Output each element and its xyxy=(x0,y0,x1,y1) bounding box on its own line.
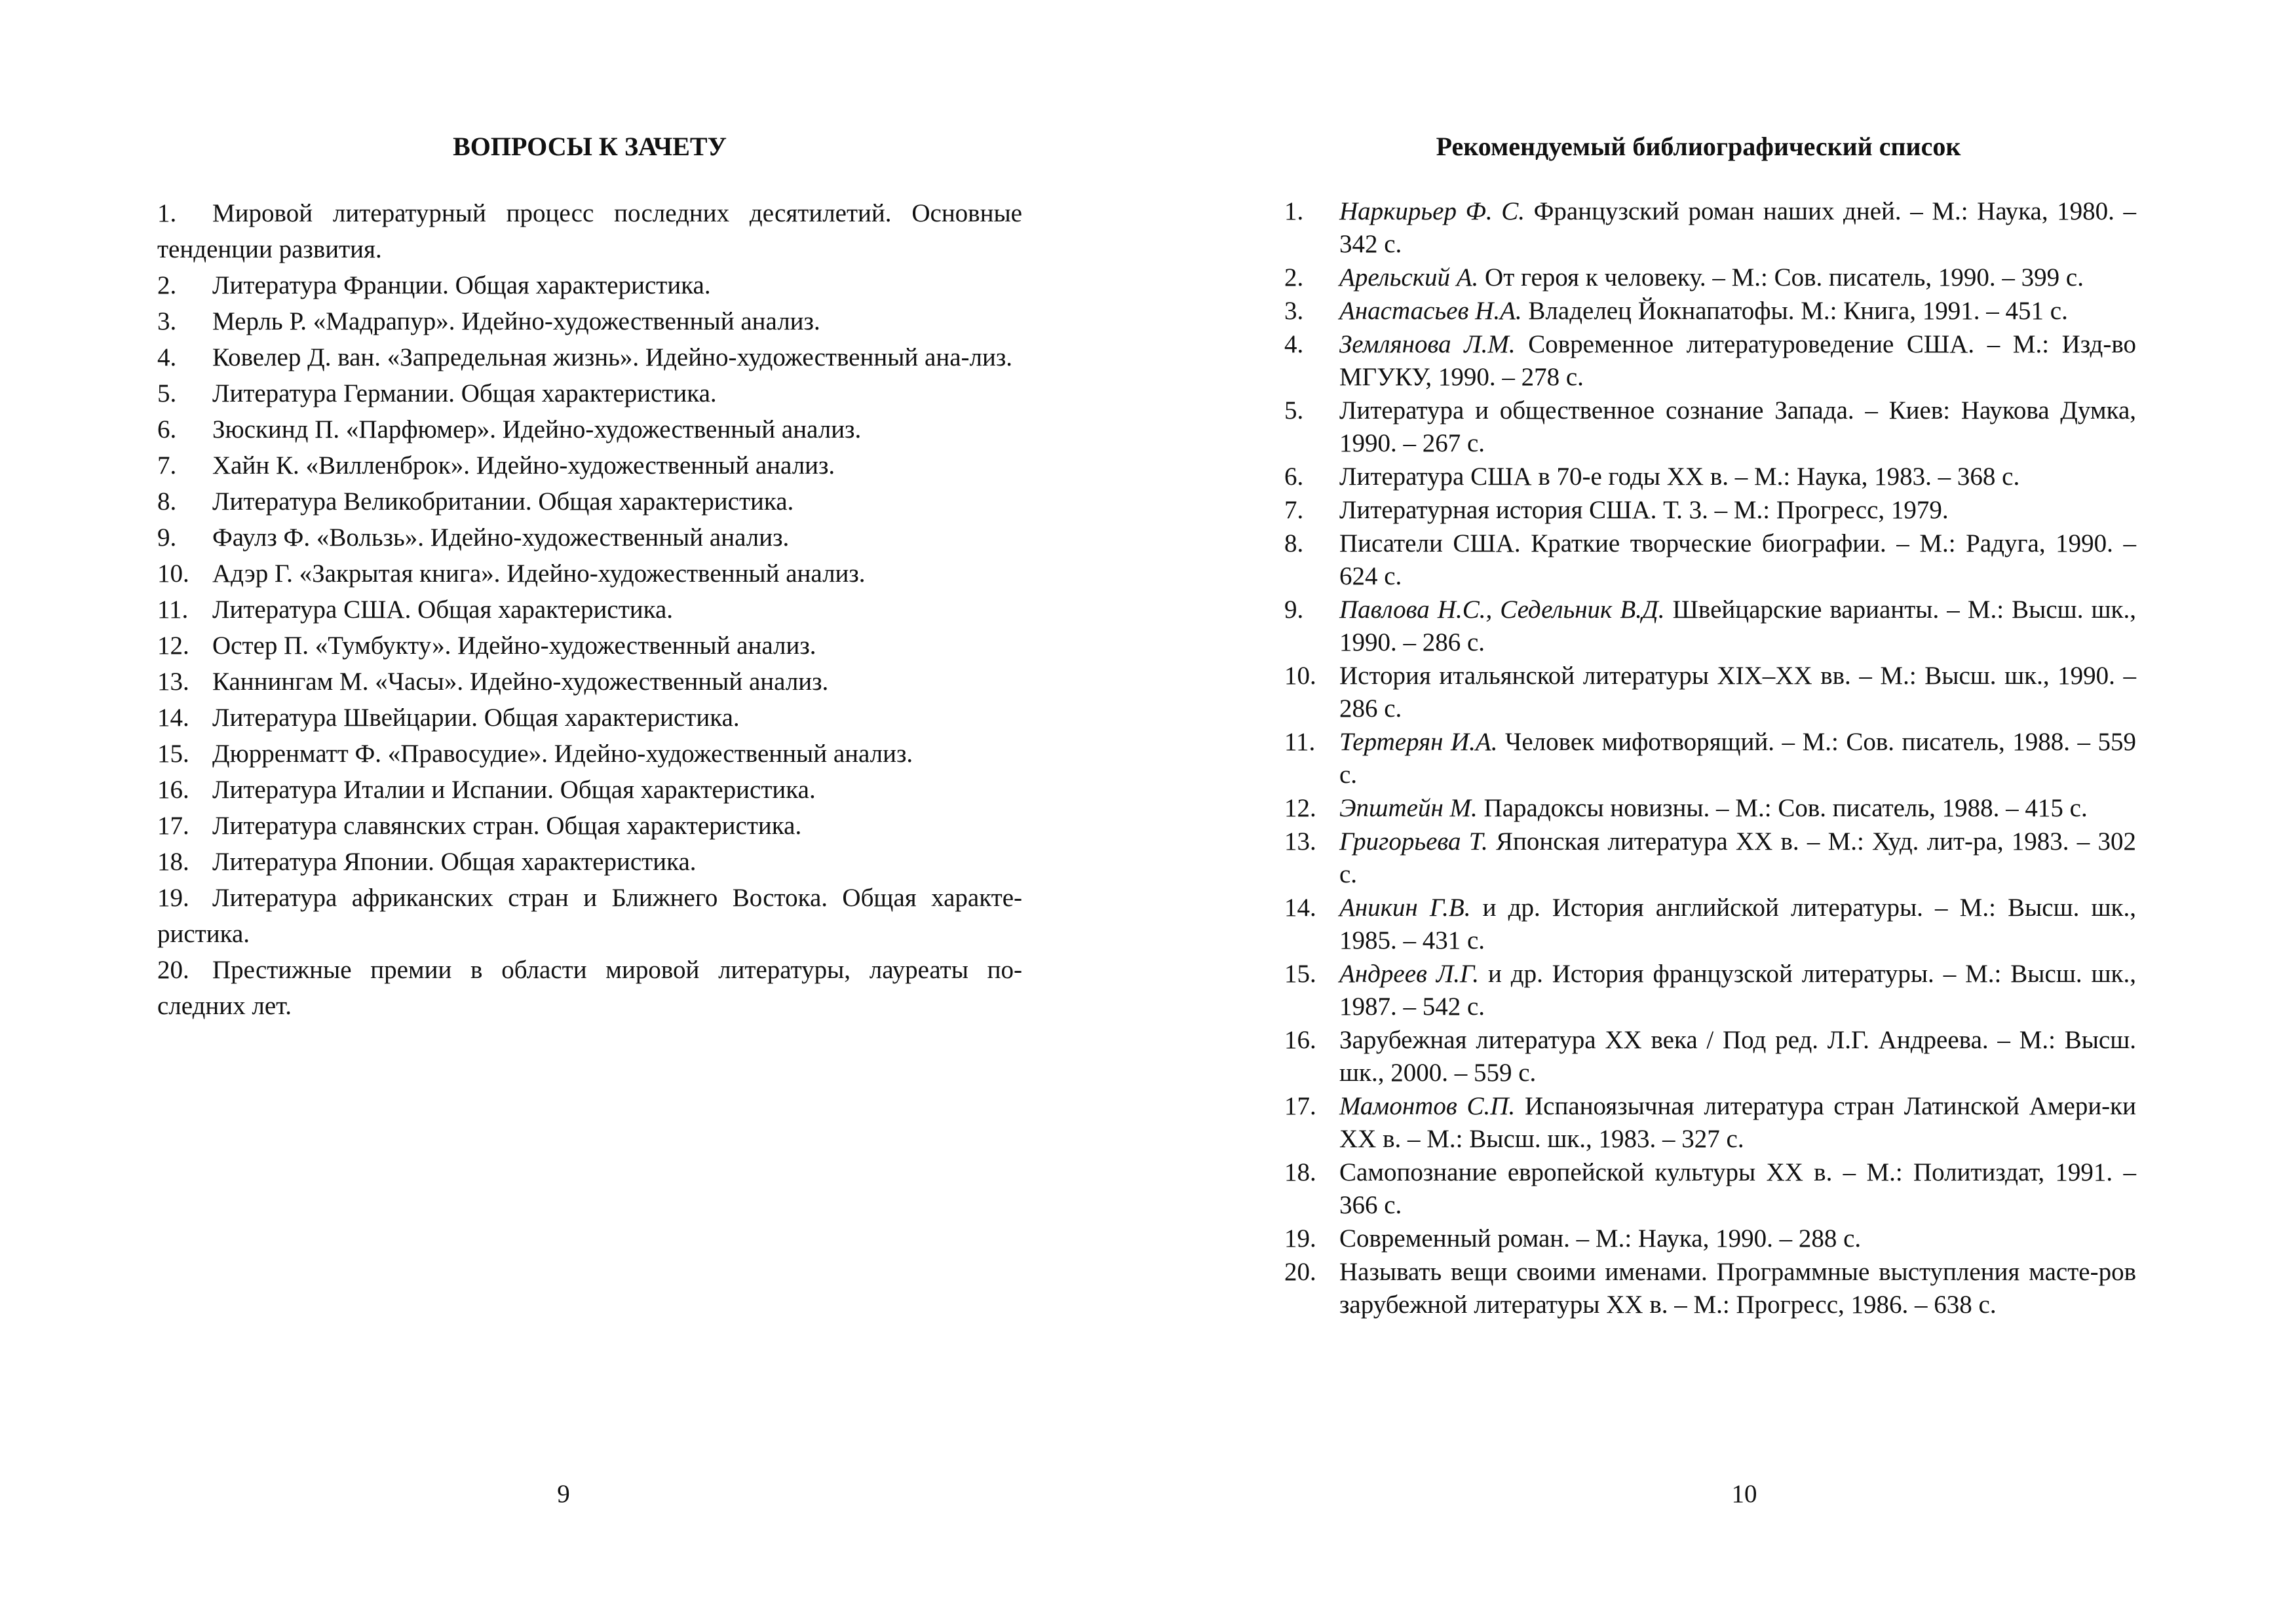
bibliography-item xyxy=(1284,1222,2136,1255)
bibliography-entry xyxy=(1339,825,2136,891)
bibliography-item xyxy=(1284,1156,2136,1222)
question-item xyxy=(157,411,1022,447)
question-number: 5. xyxy=(157,379,177,407)
question-text: Литература Великобритании. Общая характеристика. xyxy=(212,487,794,516)
question-number: 7. xyxy=(157,451,177,480)
bibliography-author: Аникин Г.В. xyxy=(1339,894,1471,922)
bibliography-author: Григорьева Т. xyxy=(1339,827,1488,856)
question-number: 14. xyxy=(157,704,189,732)
bibliography-item xyxy=(1284,1090,2136,1156)
bibliography-entry-text: Зарубежная литература XX века / Под ред. Л.Г. Андреева. – М.: Высш. шк., 2000. – 559 с. xyxy=(1339,1026,2136,1087)
question-text: Остер П. «Тумбукту». Идейно-художественный анализ. xyxy=(212,632,816,660)
bibliography-entry xyxy=(1339,1222,2136,1255)
bibliography-author: Землянова Л.М. xyxy=(1339,330,1516,358)
question-text: Литература США. Общая характеристика. xyxy=(212,595,674,624)
bibliography-entry-text: Владелец Йокнапатофы. М.: Книга, 1991. – 451 с. xyxy=(1521,297,2068,325)
bibliography-entry-text: Литература США в 70-е годы XX в. – М.: Наука, 1983. – 368 с. xyxy=(1339,463,2020,491)
bibliography-number: 8. xyxy=(1284,529,1304,557)
bibliography-entry-text: Называть вещи своими именами. Программные выступления масте-ров зарубежной литературы XX в. – М.: Прогресс, 1986. – 638 с. xyxy=(1339,1258,2136,1319)
question-item xyxy=(157,880,1022,952)
bibliography-item xyxy=(1284,1024,2136,1089)
question-number: 13. xyxy=(157,668,189,696)
question-number: 12. xyxy=(157,632,189,660)
question-item xyxy=(157,267,1022,303)
bibliography-item xyxy=(1284,261,2136,294)
bibliography-entry xyxy=(1339,261,2136,294)
question-text: Престижные премии в области мировой литературы, лауреаты по-следних лет. xyxy=(157,956,1022,1020)
bibliography-entry-text: Современный роман. – М.: Наука, 1990. – 288 с. xyxy=(1339,1224,1862,1253)
question-item xyxy=(157,375,1022,411)
bibliography-entry-text: Литература и общественное сознание Запада. – Киев: Наукова Думка, 1990. – 267 с. xyxy=(1339,396,2136,457)
question-item xyxy=(157,556,1022,592)
bibliography-item xyxy=(1284,594,2136,659)
question-item xyxy=(157,664,1022,700)
question-text: Мерль Р. «Мадрапур». Идейно-художественный анализ. xyxy=(212,307,820,335)
question-number: 17. xyxy=(157,812,189,840)
bibliography-entry-text: Человек мифотворящий. – М.: Сов. писатель, 1988. – 559 с. xyxy=(1339,728,2136,789)
bibliography-entry-text: Испаноязычная литература стран Латинской Амери-ки XX в. – М.: Высш. шк., 1983. – 327 с. xyxy=(1339,1092,2136,1153)
bibliography-entry-text: Японская литература XX в. – М.: Худ. лит-ра, 1983. – 302 с. xyxy=(1339,827,2136,888)
question-text: Литература африканских стран и Ближнего Востока. Общая характе-ристика. xyxy=(157,884,1022,948)
bibliography-entry xyxy=(1339,494,2136,527)
page-number-right: 10 xyxy=(1731,1480,1757,1508)
bibliography-entry xyxy=(1339,328,2136,394)
bibliography-number: 16. xyxy=(1284,1026,1316,1054)
bibliography-number: 15. xyxy=(1284,960,1316,988)
question-number: 8. xyxy=(157,487,177,516)
bibliography-item xyxy=(1284,328,2136,394)
bibliography-number: 13. xyxy=(1284,827,1316,856)
bibliography-item xyxy=(1284,295,2136,328)
bibliography-author: Андреев Л.Г. xyxy=(1339,960,1480,988)
question-text: Фаулз Ф. «Вользь». Идейно-художественный анализ. xyxy=(212,523,790,552)
bibliography-title: Рекомендуемый библиографический список xyxy=(1436,132,1961,161)
questions-title: ВОПРОСЫ К ЗАЧЕТУ xyxy=(453,132,727,161)
bibliography-item xyxy=(1284,394,2136,460)
bibliography-number: 6. xyxy=(1284,463,1304,491)
bibliography-entry-text: Самопознание европейской культуры XX в. – М.: Политиздат, 1991. – 366 с. xyxy=(1339,1158,2136,1219)
question-number: 10. xyxy=(157,559,189,588)
question-number: 19. xyxy=(157,884,189,912)
question-number: 6. xyxy=(157,415,177,444)
bibliography-author: Арельский А. xyxy=(1339,263,1479,292)
bibliography-entry xyxy=(1339,1256,2136,1321)
questions-list xyxy=(157,195,1022,1024)
bibliography-item xyxy=(1284,892,2136,957)
bibliography-number: 20. xyxy=(1284,1258,1316,1286)
bibliography-number: 1. xyxy=(1284,197,1304,225)
question-text: Ковелер Д. ван. «Запредельная жизнь». Идейно-художественный ана-лиз. xyxy=(212,343,1012,371)
question-text: Литература славянских стран. Общая характеристика. xyxy=(212,812,802,840)
question-item xyxy=(157,700,1022,736)
question-text: Адэр Г. «Закрытая книга». Идейно-художественный анализ. xyxy=(212,559,866,588)
bibliography-number: 4. xyxy=(1284,330,1304,358)
question-number: 2. xyxy=(157,271,177,299)
bibliography-number: 9. xyxy=(1284,595,1304,624)
question-item xyxy=(157,519,1022,556)
bibliography-number: 12. xyxy=(1284,794,1316,822)
question-number: 3. xyxy=(157,307,177,335)
question-text: Литература Германии. Общая характеристика. xyxy=(212,379,717,407)
bibliography-entry-text: Писатели США. Краткие творческие биографии. – М.: Радуга, 1990. – 624 с. xyxy=(1339,529,2136,590)
bibliography-entry xyxy=(1339,527,2136,593)
bibliography-item xyxy=(1284,825,2136,891)
bibliography-author: Тертерян И.А. xyxy=(1339,728,1498,756)
question-text: Зюскинд П. «Парфюмер». Идейно-художественный анализ. xyxy=(212,415,862,444)
bibliography-entry xyxy=(1339,394,2136,460)
bibliography-number: 18. xyxy=(1284,1158,1316,1186)
question-text: Мировой литературный процесс последних десятилетий. Основные тенденции развития. xyxy=(157,199,1022,263)
bibliography-item xyxy=(1284,494,2136,527)
question-number: 20. xyxy=(157,956,189,984)
question-item xyxy=(157,592,1022,628)
bibliography-entry xyxy=(1339,594,2136,659)
bibliography-author: Наркирьер Ф. С. xyxy=(1339,197,1525,225)
question-item xyxy=(157,844,1022,880)
bibliography-item xyxy=(1284,461,2136,493)
question-item xyxy=(157,952,1022,1024)
bibliography-number: 10. xyxy=(1284,662,1316,690)
question-number: 11. xyxy=(157,595,189,624)
bibliography-item xyxy=(1284,660,2136,725)
bibliography-author: Анастасьев Н.А. xyxy=(1339,297,1522,325)
bibliography-item xyxy=(1284,527,2136,593)
right-page xyxy=(1148,0,2296,1624)
bibliography-entry xyxy=(1339,726,2136,791)
question-text: Каннингам М. «Часы». Идейно-художественный анализ. xyxy=(212,668,829,696)
bibliography-entry xyxy=(1339,1156,2136,1222)
question-item xyxy=(157,736,1022,772)
bibliography-entry xyxy=(1339,461,2136,493)
question-item xyxy=(157,447,1022,483)
bibliography-entry xyxy=(1339,660,2136,725)
bibliography-number: 17. xyxy=(1284,1092,1316,1120)
question-item xyxy=(157,808,1022,844)
bibliography-entry xyxy=(1339,295,2136,328)
question-text: Хайн К. «Вилленброк». Идейно-художественный анализ. xyxy=(212,451,835,480)
bibliography-number: 19. xyxy=(1284,1224,1316,1253)
bibliography-entry xyxy=(1339,1090,2136,1156)
bibliography-entry-text: От героя к человеку. – М.: Сов. писатель, 1990. – 399 с. xyxy=(1478,263,2084,292)
bibliography-number: 11. xyxy=(1284,728,1316,756)
question-number: 9. xyxy=(157,523,177,552)
bibliography-number: 14. xyxy=(1284,894,1316,922)
bibliography-number: 7. xyxy=(1284,496,1304,524)
bibliography-item xyxy=(1284,726,2136,791)
bibliography-entry-text: и др. История английской литературы. – М.: Высш. шк., 1985. – 431 с. xyxy=(1339,894,2136,954)
bibliography-item xyxy=(1284,792,2136,825)
question-item xyxy=(157,483,1022,519)
bibliography-entry xyxy=(1339,195,2136,261)
bibliography-author: Павлова Н.С., Седельник В.Д. xyxy=(1339,595,1665,624)
question-text: Литература Италии и Испании. Общая характеристика. xyxy=(212,776,816,804)
question-item xyxy=(157,628,1022,664)
bibliography-entry-text: История итальянской литературы XIX–XX вв. – М.: Высш. шк., 1990. – 286 с. xyxy=(1339,662,2136,723)
bibliography-entry-text: Швейцарские варианты. – М.: Высш. шк., 1990. – 286 с. xyxy=(1339,595,2137,656)
bibliography-number: 2. xyxy=(1284,263,1304,292)
question-number: 16. xyxy=(157,776,189,804)
bibliography-entry xyxy=(1339,958,2136,1023)
bibliography-item xyxy=(1284,1256,2136,1321)
bibliography-entry-text: Парадоксы новизны. – М.: Сов. писатель, 1988. – 415 с. xyxy=(1477,794,2088,822)
question-text: Литература Швейцарии. Общая характеристика. xyxy=(212,704,740,732)
question-number: 1. xyxy=(157,199,177,227)
question-number: 4. xyxy=(157,343,177,371)
bibliography-entry xyxy=(1339,892,2136,957)
question-item xyxy=(157,303,1022,339)
bibliography-item xyxy=(1284,958,2136,1023)
question-number: 18. xyxy=(157,848,189,876)
bibliography-number: 5. xyxy=(1284,396,1304,425)
bibliography-entry xyxy=(1339,792,2136,825)
page-number-left: 9 xyxy=(557,1480,570,1508)
bibliography-entry-text: и др. История французской литературы. – М.: Высш. шк., 1987. – 542 с. xyxy=(1339,960,2137,1021)
bibliography-author: Мамонтов С.П. xyxy=(1339,1092,1516,1120)
bibliography-entry-text: Современное литературоведение США. – М.: Изд-во МГУКУ, 1990. – 278 с. xyxy=(1339,330,2136,391)
question-text: Литература Японии. Общая характеристика. xyxy=(212,848,697,876)
bibliography-author: Эпштейн М. xyxy=(1339,794,1478,822)
question-text: Дюрренматт Ф. «Правосудие». Идейно-художественный анализ. xyxy=(212,740,913,768)
bibliography-entry-text: Французский роман наших дней. – М.: Наука, 1980. – 342 с. xyxy=(1339,197,2137,258)
bibliography-item xyxy=(1284,195,2136,261)
bibliography-entry xyxy=(1339,1024,2136,1089)
bibliography-number: 3. xyxy=(1284,297,1304,325)
bibliography-list xyxy=(1284,195,2136,1322)
bibliography-entry-text: Литературная история США. Т. 3. – М.: Прогресс, 1979. xyxy=(1339,496,1949,524)
question-text: Литература Франции. Общая характеристика. xyxy=(212,271,711,299)
question-number: 15. xyxy=(157,740,189,768)
question-item xyxy=(157,339,1022,375)
question-item xyxy=(157,772,1022,808)
question-item xyxy=(157,195,1022,267)
